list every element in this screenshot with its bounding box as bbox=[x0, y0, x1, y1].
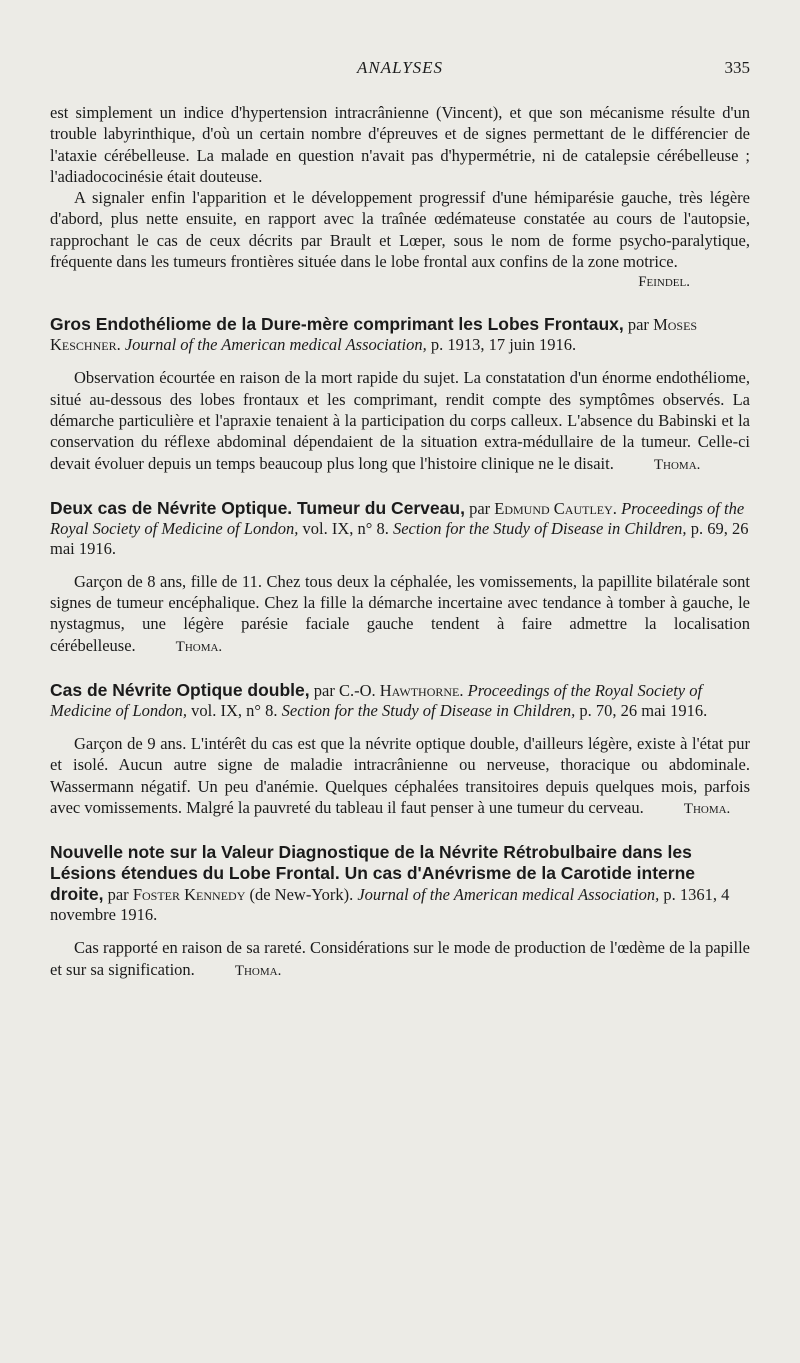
article-3-body-text: Garçon de 9 ans. L'intérêt du cas est que la névrite optique double, d'ailleurs légère, existe à l'état pur et isolé. Aucun autre signe de maladie intracrânienne ou nerveuse, thoracique ou abdominale. Wassermann négatif. Un peu d'anémie. Quelques céphalées transitoires depuis quelques mois, parfois avec vomissements. Malgré la pauvreté du tableau il faut penser à une tumeur du cerveau. bbox=[50, 734, 750, 817]
article-4 bbox=[50, 842, 750, 982]
article-1-source: Journal of the American medical Association, bbox=[124, 335, 427, 355]
article-2-body bbox=[50, 571, 750, 658]
page-number: 335 bbox=[724, 58, 750, 77]
article-2-authors: Edmund Cautley. bbox=[494, 498, 617, 518]
article-3-source-2: Section for the Study of Disease in Children, bbox=[281, 701, 576, 721]
article-3 bbox=[50, 680, 750, 820]
intro-paragraph-1: est simplement un indice d'hypertension intracrânienne (Vincent), et que son mécanisme résulte d'un trouble labyrinthique, d'où un certain nombre d'épreuves et de signes permettant de le différencier de l'ataxie cérébelleuse. La malade en question n'avait pas d'hypermétrie, ni de catalepsie cérébelleuse ; l'adiadococinésie était douteuse. bbox=[50, 103, 750, 186]
article-4-heading bbox=[50, 842, 750, 925]
page bbox=[50, 58, 750, 982]
article-1-body-text: Observation écourtée en raison de la mort rapide du sujet. La constatation d'un énorme endothéliome, situé au-dessous des lobes frontaux et les comprimant, rendit compte des symptômes observés. La démarche particulière et l'apraxie tenaient à la participation du corps calleux. L'absence du Babinski et la conservation du réflexe abdominal dépendaient de la situation extra-médullaire de la tumeur. Celle-ci devait évoluer depuis un temps beaucoup plus long que l'histoire clinique ne le disait. bbox=[50, 368, 750, 473]
article-1-citation: p. 1913, 17 juin 1916. bbox=[430, 335, 577, 355]
running-header bbox=[50, 58, 750, 88]
article-1-signature: Thoma. bbox=[653, 456, 701, 473]
article-4-body-text: Cas rapporté en raison de sa rareté. Considérations sur le mode de production de l'œdème de la papille et sur sa signification. bbox=[50, 938, 750, 979]
article-2-citation: vol. IX, n° 8. bbox=[302, 518, 389, 538]
article-4-body bbox=[50, 937, 750, 982]
article-2-title: Deux cas de Névrite Optique. Tumeur du Cerveau, bbox=[50, 497, 465, 518]
article-1-by: par bbox=[627, 315, 649, 335]
article-3-body bbox=[50, 733, 750, 820]
article-1 bbox=[50, 314, 750, 475]
article-1-body bbox=[50, 367, 750, 475]
article-3-citation: vol. IX, n° 8. bbox=[191, 701, 278, 721]
article-3-title: Cas de Névrite Optique double, bbox=[50, 680, 310, 701]
article-4-citation: p. 1361, 4 novembre 1916. bbox=[50, 885, 730, 925]
article-1-title: Gros Endothéliome de la Dure-mère comprimant les Lobes Frontaux, bbox=[50, 314, 624, 335]
article-3-authors: C.-O. Hawthorne. bbox=[338, 681, 464, 701]
article-4-title: Nouvelle note sur la Valeur Diagnostique de la Névrite Rétrobulbaire dans les Lésions étendues du Lobe Frontal. Un cas d'Anévrisme de la Carotide interne droite, bbox=[50, 842, 695, 905]
article-2-source: Proceedings of the Royal Society of Medicine of London, bbox=[50, 498, 745, 538]
article-3-source: Proceedings of the Royal Society of Medicine of London, bbox=[50, 681, 703, 721]
article-4-source: Journal of the American medical Association, bbox=[357, 885, 660, 905]
intro-signature: Feindel. bbox=[638, 274, 690, 291]
article-2-heading bbox=[50, 498, 750, 559]
article-4-by: par bbox=[107, 885, 129, 905]
article-3-citation-2: p. 70, 26 mai 1916. bbox=[579, 701, 708, 721]
article-3-heading bbox=[50, 680, 750, 721]
article-2-source-2: Section for the Study of Disease in Children, bbox=[392, 518, 687, 538]
article-1-heading bbox=[50, 314, 750, 355]
intro-paragraph-2: A signaler enfin l'apparition et le développement progressif d'une hémiparésie gauche, très légère d'abord, plus nette ensuite, en rapport avec la traînée œdémateuse constatée au cours de l'autopsie, rapprochant le cas de ceux décrits par Brault et Lœper, sous le nom de forme psycho-paralytique, fréquente dans les tumeurs frontières située dans le lobe frontal aux confins de la zone motrice. bbox=[50, 188, 750, 272]
article-4-signature: Thoma. bbox=[234, 962, 282, 979]
article-1-authors: Moses Keschner. bbox=[50, 315, 698, 355]
article-3-by: par bbox=[313, 681, 335, 701]
article-3-signature: Thoma. bbox=[683, 800, 731, 817]
article-2-body-text: Garçon de 8 ans, fille de 11. Chez tous deux la céphalée, les vomissements, la papillite bilatérale sont signes de tumeur encéphalique. Chez la fille la démarche incertaine avec tendance à tomber à gauche, le nystagmus, une légère parésie faciale gauche tendent à faire admettre la localisation cérébelleuse. bbox=[50, 571, 750, 655]
article-2-citation-2: p. 69, 26 mai 1916. bbox=[50, 518, 749, 558]
article-4-authors: Foster Kennedy bbox=[132, 885, 246, 905]
article-2 bbox=[50, 498, 750, 658]
article-2-by: par bbox=[469, 498, 491, 518]
article-2-signature: Thoma. bbox=[175, 638, 223, 655]
article-4-authors-note: (de New-York). bbox=[249, 885, 354, 905]
running-title: ANALYSES bbox=[356, 58, 444, 77]
